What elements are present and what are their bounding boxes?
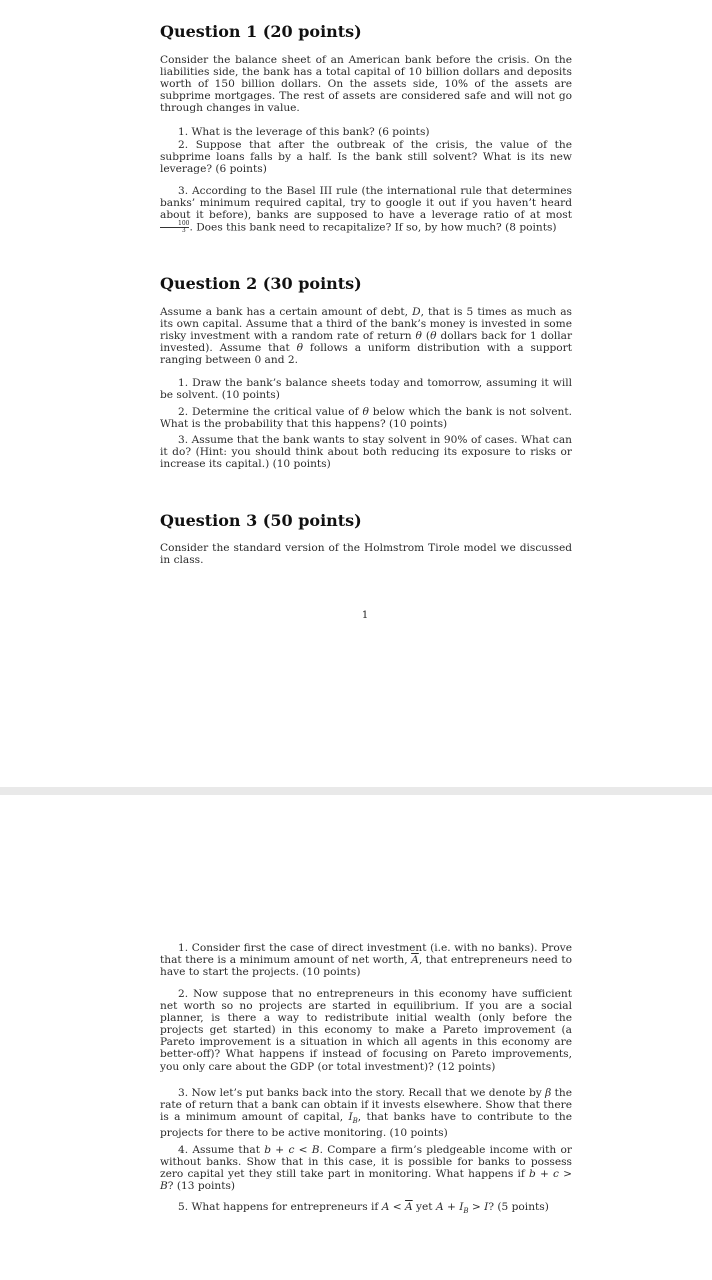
debt-symbol: D — [412, 306, 421, 318]
question-1-intro: Consider the balance sheet of an American bank before the crisis. On the liabilities side, the bank has a total capital of 10 billion dollars and deposits worth of 150 billion dollars. On the assets side, 10% of the assets are subprime mortgages. The rest of assets are considered safe and will not go through changes in value. — [160, 54, 572, 115]
question-1-item-1: 1. What is the leverage of this bank? (6 points) — [178, 126, 430, 138]
fraction-100-over-3: $\frac{100}{3}$ — [160, 221, 189, 234]
question-3-title: Question 3 (50 points) — [160, 511, 362, 530]
question-1-item-3-text-b: . Does this bank need to recapitalize? If so, by how much? (8 points) — [189, 221, 557, 234]
beta-symbol: β — [545, 1087, 552, 1099]
a-bar-symbol: $\overline{A}$ — [411, 954, 419, 967]
question-2-item-1: 1. Draw the bank’s balance sheets today and tomorrow, assuming it will be solvent. (10 points) — [160, 377, 572, 402]
question-3-item-4: 4. Assume that b + c < B. Compare a firm’s pledgeable income with or without banks. Show that in this case, it is possible for banks to possess zero capital yet they still take part in monitoring. What happens if b + c > B? (13 points) — [160, 1144, 572, 1193]
question-3-item-2: 2. Now suppose that no entrepreneurs in this economy have sufficient net worth so no projects are started in equilibrium. If you are a social planner, is there a way to redistribute initial wealth (only before the projects get started) in this economy to make a Pareto improvement (a Pareto improvement is a situation in which all agents in this economy are better-off)? What happens if instead of focusing on Pareto improvements, you only care about the GDP (or total investment)? (12 points) — [160, 988, 572, 1073]
question-1-item-3 — [160, 185, 572, 234]
question-3-intro: Consider the standard version of the Holmstrom Tirole model we discussed in class. — [160, 542, 572, 567]
question-3-item-5: 5. What happens for entrepreneurs if $A < \overline{A}$ yet $A + I_B > I$? (5 points) — [178, 1201, 549, 1216]
theta-symbol: θ — [415, 330, 422, 343]
question-1-item-2: 2. Suppose that after the outbreak of the crisis, the value of the subprime loans falls by a half. Is the bank still solvent? What is its new leverage? (6 points) — [160, 139, 572, 176]
question-1-title: Question 1 (20 points) — [160, 22, 362, 41]
question-2-intro: Assume a bank has a certain amount of debt, D, that is 5 times as much as its own capital. Assume that a third of the bank’s money is invested in some risky investment with a random rate of return θ (θ dollars back for 1 dollar invested). Assume that θ follows a uniform distribution with a support ranging between 0 and 2. — [160, 306, 573, 367]
question-1-item-3-text-a: 3. According to the Basel III rule (the international rule that determines banks’ minimum required capital, try to google it out if you haven’t heard about it before), banks are supposed to have a leverage ratio of at most — [160, 185, 572, 222]
ib-symbol: $I_B$ — [348, 1111, 358, 1126]
inequality-2: b + c > B — [160, 1168, 572, 1193]
question-3-item-1: 1. Consider first the case of direct investment (i.e. with no banks). Prove that there is a minimum amount of net worth, $\overline{A}$, that entrepreneurs need to have to start the projects. (10 points) — [160, 942, 572, 979]
question-2-title: Question 2 (30 points) — [160, 274, 362, 293]
question-3-item-3: 3. Now let’s put banks back into the story. Recall that we denote by β the rate of return that a bank can obtain if it invests elsewhere. Show that there is a minimum amount of capital, $I_B$, that banks have to contribute to the projects for there to be active monitoring. (10 points) — [160, 1087, 572, 1140]
document-page-2 — [0, 795, 712, 1280]
question-2-item-2: 2. Determine the critical value of θ below which the bank is not solvent. What is the probability that this happens? (10 points) — [160, 406, 572, 431]
inequality-1: b + c < B — [264, 1144, 320, 1156]
question-2-item-3: 3. Assume that the bank wants to stay solvent in 90% of cases. What can it do? (Hint: you should think about both reducing its exposure to risks or increase its capital.) (10 points) — [160, 434, 572, 471]
page-number: 1 — [361, 610, 369, 621]
